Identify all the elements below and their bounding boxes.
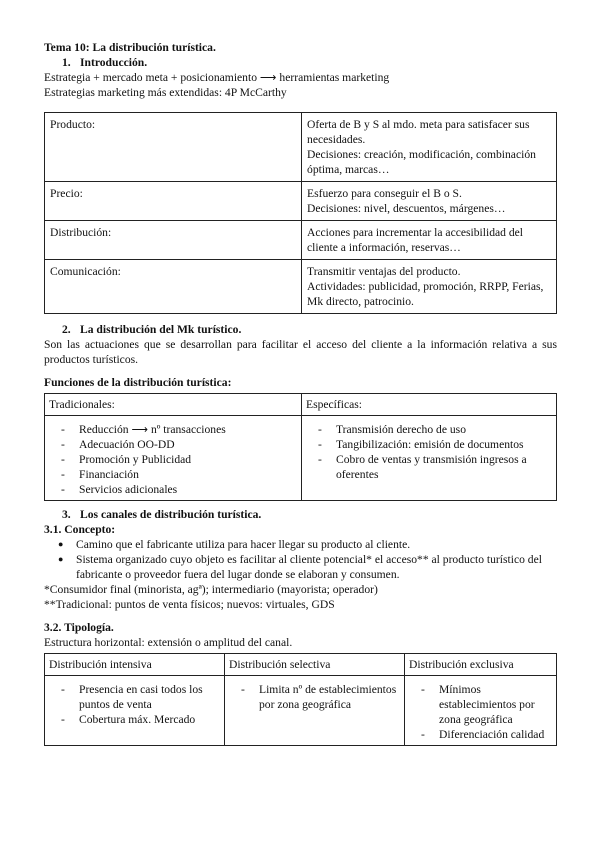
text-line: Decisiones: creación, modificación, combinación xyxy=(307,148,536,161)
list-item: - Limita nº de establecimientos por zona geográfica xyxy=(229,682,400,712)
row-description xyxy=(302,113,557,182)
exclusiva-cell xyxy=(405,676,557,746)
table-row xyxy=(45,221,557,260)
list-item: - Financiación xyxy=(49,467,297,482)
text-line: Transmitir ventajas del producto. xyxy=(307,265,461,278)
text-line: cliente a información, reservas… xyxy=(307,241,461,254)
list-item: - Servicios adicionales xyxy=(49,482,297,497)
row-description xyxy=(302,182,557,221)
section-3-heading xyxy=(44,507,557,522)
tradicionales-header: Tradicionales: xyxy=(45,394,302,416)
row-description xyxy=(302,221,557,260)
text-line: Actividades: publicidad, promoción, RRPP, Ferias, xyxy=(307,280,544,293)
section-3-number: 3. xyxy=(62,508,71,521)
list-item: - Mínimos establecimientos por zona geográfica xyxy=(409,682,552,727)
list-item: ● Sistema organizado cuyo objeto es facilitar al cliente potencial* el acceso** al producto turístico del fabricante o proveedor fuera del lugar donde se elaboran y consumen. xyxy=(44,552,557,582)
intensiva-cell xyxy=(45,676,225,746)
concepto-title: 3.1. Concepto: xyxy=(44,523,116,536)
tradicionales-list xyxy=(49,422,297,497)
intensiva-header: Distribución intensiva xyxy=(45,654,225,676)
footnote-1: *Consumidor final (minorista, agª); intermediario (mayorista; operador) xyxy=(44,583,378,596)
table-row xyxy=(45,676,557,746)
row-label: Distribución: xyxy=(45,221,302,260)
section-1-title: Introducción. xyxy=(80,56,148,69)
section-2-heading xyxy=(44,322,557,337)
text-line: Esfuerzo para conseguir el B o S. xyxy=(307,187,462,200)
section-3-title: Los canales de distribución turística. xyxy=(80,508,262,521)
exclusiva-list xyxy=(409,682,552,742)
tipologia-title: 3.2. Tipología. xyxy=(44,621,114,634)
text-line: Mk directo, patrocinio. xyxy=(307,295,414,308)
tipologia-table xyxy=(44,653,557,746)
section-2-paragraph: Son las actuaciones que se desarrollan para facilitar el acceso del cliente a la información relativa a sus productos turísticos. xyxy=(44,338,557,366)
row-label: Precio: xyxy=(45,182,302,221)
intro-line-1: Estrategia + mercado meta + posicionamiento ⟶ herramientas marketing xyxy=(44,71,390,84)
table-row xyxy=(45,182,557,221)
row-label: Producto: xyxy=(45,113,302,182)
list-item: - Diferenciación calidad xyxy=(409,727,552,742)
row-label: Comunicación: xyxy=(45,260,302,314)
tipologia-subtitle: Estructura horizontal: extensión o amplitud del canal. xyxy=(44,636,293,649)
section-2-number: 2. xyxy=(62,323,71,336)
section-2-title: La distribución del Mk turístico. xyxy=(80,323,242,336)
especificas-header: Específicas: xyxy=(302,394,557,416)
list-item: - Cobertura máx. Mercado xyxy=(49,712,220,727)
list-item: - Promoción y Publicidad xyxy=(49,452,297,467)
footnote-2: **Tradicional: puntos de venta físicos; nuevos: virtuales, GDS xyxy=(44,598,335,611)
list-item: - Cobro de ventas y transmisión ingresos a oferentes xyxy=(306,452,552,482)
text-line: Oferta de B y S al mdo. meta para satisfacer sus xyxy=(307,118,530,131)
text-line: Decisiones: nivel, descuentos, márgenes… xyxy=(307,202,506,215)
list-item: ● Camino que el fabricante utiliza para hacer llegar su producto al cliente. xyxy=(44,537,557,552)
concepto-list xyxy=(44,537,557,582)
text-line: óptima, marcas… xyxy=(307,163,390,176)
table-header-row xyxy=(45,394,557,416)
intensiva-list xyxy=(49,682,220,727)
especificas-list xyxy=(306,422,552,482)
document-page xyxy=(44,40,557,746)
section-1-heading xyxy=(44,55,557,70)
especificas-list-cell xyxy=(302,416,557,501)
selectiva-list xyxy=(229,682,400,712)
doc-title: Tema 10: La distribución turística. xyxy=(44,41,216,54)
text-line: necesidades. xyxy=(307,133,366,146)
table-row xyxy=(45,260,557,314)
exclusiva-header: Distribución exclusiva xyxy=(405,654,557,676)
marketing-mix-table xyxy=(44,112,557,314)
funciones-table xyxy=(44,393,557,501)
selectiva-header: Distribución selectiva xyxy=(225,654,405,676)
table-row xyxy=(45,416,557,501)
table-header-row xyxy=(45,654,557,676)
row-description xyxy=(302,260,557,314)
text-line: Acciones para incrementar la accesibilidad del xyxy=(307,226,524,239)
selectiva-cell xyxy=(225,676,405,746)
intro-line-2: Estrategias marketing más extendidas: 4P McCarthy xyxy=(44,86,287,99)
funciones-title: Funciones de la distribución turística: xyxy=(44,376,232,389)
list-item: - Tangibilización: emisión de documentos xyxy=(306,437,552,452)
list-item: - Transmisión derecho de uso xyxy=(306,422,552,437)
section-1-number: 1. xyxy=(62,56,71,69)
list-item: - Adecuación OO-DD xyxy=(49,437,297,452)
table-row xyxy=(45,113,557,182)
tradicionales-list-cell xyxy=(45,416,302,501)
list-item: - Presencia en casi todos los puntos de venta xyxy=(49,682,220,712)
list-item: - Reducción ⟶ nº transacciones xyxy=(49,422,297,437)
